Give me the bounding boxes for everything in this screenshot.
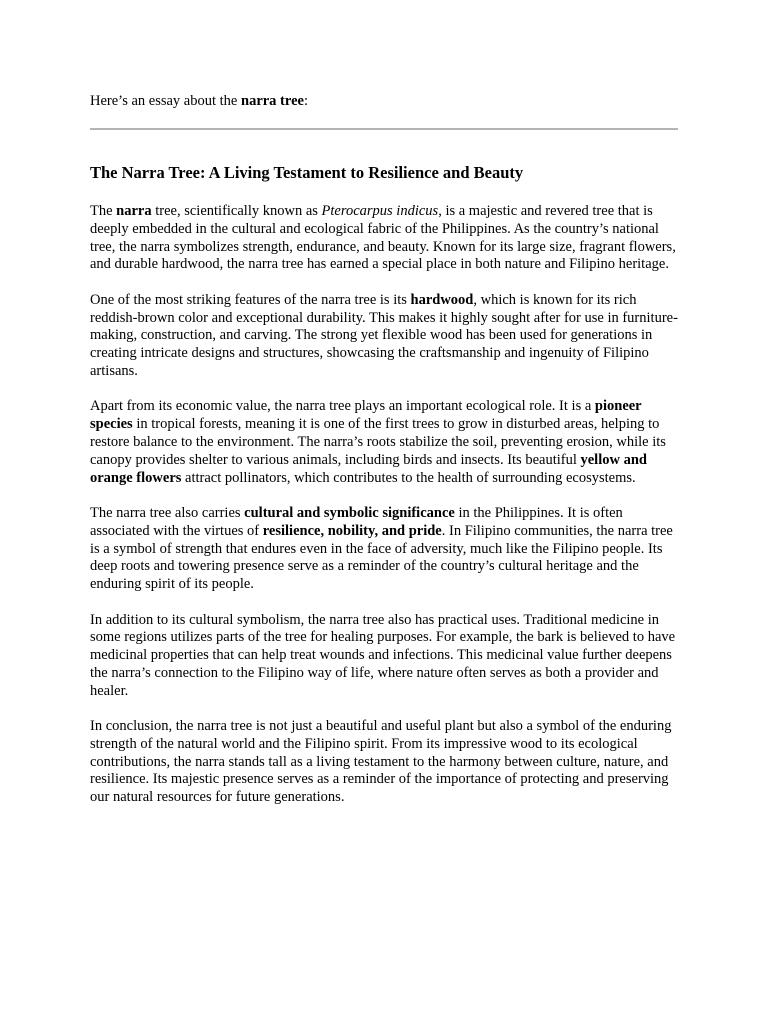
text-run: attract pollinators, which contributes to the health of surrounding ecosystems. bbox=[181, 469, 636, 486]
text-run: The bbox=[90, 203, 117, 219]
text-run: , is a majestic and revered tree that is deeply embedded in the cultural and ecological fabric of the Philippines. As the country’s national tree, the narra symbolizes strength, endurance, and beauty. Known for its large size, fragrant flowers, and durable hardwood, the narra tree has earned a special place in both nature and Filipino heritage. bbox=[90, 203, 676, 273]
text-run: , which is known for its rich reddish-brown color and exceptional durability. This makes it highly sought after for use in furniture-making, construction, and carving. The strong yet flexible wood has been used for generations in creating intricate designs and structures, showcasing the craftsmanship and ingenuity of Filipino artisans. bbox=[90, 291, 678, 379]
paragraph bbox=[90, 718, 680, 807]
text-run: in the Philippines. It is often associated with the virtues of bbox=[90, 504, 623, 539]
paragraph bbox=[90, 505, 680, 594]
intro-bold-term: narra tree bbox=[241, 93, 304, 109]
essay-title: The Narra Tree: A Living Testament to Resilience and Beauty bbox=[90, 163, 524, 182]
italic-text: Pterocarpus indicus bbox=[321, 203, 439, 219]
intro-text: Here’s an essay about the bbox=[90, 93, 241, 109]
text-run: In conclusion, the narra tree is not just a beautiful and useful plant but also a symbol of the enduring strength of the natural world and the Filipino spirit. From its impressive wood to its ecological contributions, the narra stands tall as a living testament to the harmony between culture, nature, and resilience. Its majestic presence serves as a reminder of the importance of protecting and preserving our natural resources for future generations. bbox=[90, 718, 672, 806]
bold-text: yellow and orange flowers bbox=[90, 451, 647, 486]
bold-text: hardwood bbox=[410, 291, 474, 308]
paragraph bbox=[90, 398, 680, 487]
paragraph bbox=[90, 292, 680, 381]
document-body bbox=[90, 92, 680, 807]
bold-text: narra bbox=[116, 203, 152, 219]
text-run: The narra tree also carries bbox=[90, 504, 245, 521]
text-run: In addition to its cultural symbolism, the narra tree also has practical uses. Traditional medicine in some regions utilizes parts of the tree for healing purposes. For example, the bark is believed to have medicinal properties that can help treat wounds and infections. This medicinal value further deepens the narra’s connection to the Filipino way of life, where nature often serves as both a provider and healer. bbox=[90, 611, 676, 699]
bold-text: pioneer species bbox=[90, 398, 642, 433]
text-run: in tropical forests, meaning it is one of the first trees to grow in disturbed areas, helping to restore balance to the environment. The narra’s roots stabilize the soil, preventing erosion, while its canopy provides shelter to various animals, including birds and insects. Its beautiful bbox=[90, 416, 666, 468]
text-run: tree, scientifically known as bbox=[151, 203, 322, 219]
text-run: Apart from its economic value, the narra tree plays an important ecological role. It is a bbox=[90, 398, 595, 415]
intro-line bbox=[90, 92, 680, 110]
text-run: One of the most striking features of the narra tree is its bbox=[90, 291, 411, 308]
intro-colon: : bbox=[303, 93, 308, 109]
bold-text: resilience, nobility, and pride bbox=[262, 522, 442, 539]
horizontal-divider bbox=[90, 128, 678, 130]
text-run: . In Filipino communities, the narra tree is a symbol of strength that endures even in the face of adversity, much like the Filipino people. Its deep roots and towering presence serve as a reminder of the country’s cultural heritage and the enduring spirit of its people. bbox=[90, 522, 673, 593]
bold-text: cultural and symbolic significance bbox=[244, 504, 455, 521]
paragraph bbox=[90, 203, 680, 274]
paragraph bbox=[90, 612, 680, 701]
